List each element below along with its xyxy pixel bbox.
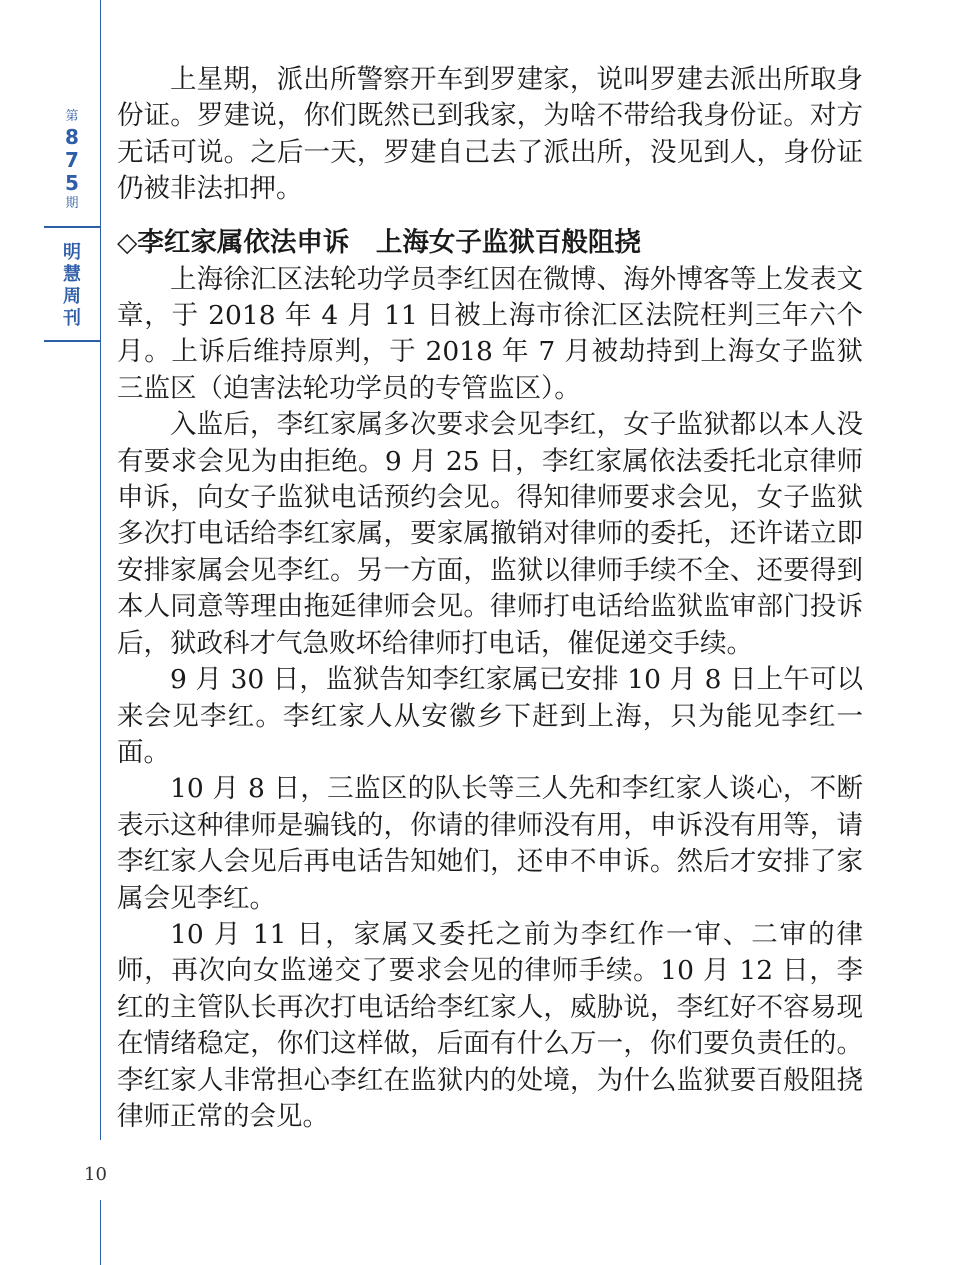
paragraph: 10 月 8 日，三监区的队长等三人先和李红家人谈心，不断表示这种律师是骗钱的，你请的律师没有用，申诉没有用等，请李红家人会见后再电话告知她们，还申不申诉。然后才安排了家属会见李红。 bbox=[117, 773, 863, 914]
issue-digit: 8 bbox=[65, 125, 79, 149]
issue-number-label bbox=[44, 108, 100, 228]
magazine-name-label bbox=[44, 232, 100, 342]
paragraph: 10 月 11 日，家属又委托之前为李红作一审、二审的律师，再次向女监递交了要求会见的律师手续。10 月 12 日，李红的主管队长再次打电话给李红家人，威胁说，李红好不容易现在情绪稳定，你们这样做，后面有什么万一，你们要负责任的。李红家人非常担心李红在监狱内的处境，为什么监狱要百般阻挠律师正常的会见。 bbox=[117, 918, 863, 1132]
magazine-char: 慧 bbox=[63, 264, 81, 285]
magazine-char: 周 bbox=[63, 286, 81, 307]
page-number: 10 bbox=[84, 1164, 107, 1185]
magazine-char: 刊 bbox=[63, 308, 81, 329]
issue-prefix: 第 bbox=[65, 109, 79, 124]
margin-rule bbox=[100, 0, 101, 1265]
issue-suffix: 期 bbox=[65, 196, 79, 211]
issue-digit: 5 bbox=[65, 171, 79, 195]
paragraph: 上星期，派出所警察开车到罗建家，说叫罗建去派出所取身份证。罗建说，你们既然已到我家，为啥不带给我身份证。对方无话可说。之后一天，罗建自己去了派出所，没见到人，身份证仍被非法扣押。 bbox=[117, 64, 863, 205]
paragraph: 9 月 30 日，监狱告知李红家属已安排 10 月 8 日上午可以来会见李红。李红家人从安徽乡下赶到上海，只为能见李红一面。 bbox=[117, 664, 863, 768]
paragraph: 入监后，李红家属多次要求会见李红，女子监狱都以本人没有要求会见为由拒绝。9 月 25 日，李红家属依法委托北京律师申诉，向女子监狱电话预约会见。得知律师要求会见，女子监狱多次打电话给李红家属，要家属撤销对律师的委托，还许诺立即安排家属会见李红。另一方面，监狱以律师手续不全、还要得到本人同意等理由拖延律师会见。律师打电话给监狱监审部门投诉后，狱政科才气急败坏给律师打电话，催促递交手续。 bbox=[117, 409, 863, 659]
issue-digit: 7 bbox=[65, 148, 79, 172]
paragraph: 上海徐汇区法轮功学员李红因在微博、海外博客等上发表文章，于 2018 年 4 月 11 日被上海市徐汇区法院枉判三年六个月。上诉后维持原判，于 2018 年 7 月被劫持到上海女子监狱三监区（迫害法轮功学员的专管监区）。 bbox=[117, 263, 863, 404]
article-body bbox=[117, 62, 863, 1135]
magazine-char: 明 bbox=[63, 242, 81, 263]
section-heading: ◇李红家属依法申诉 上海女子监狱百般阻挠 bbox=[117, 226, 641, 258]
